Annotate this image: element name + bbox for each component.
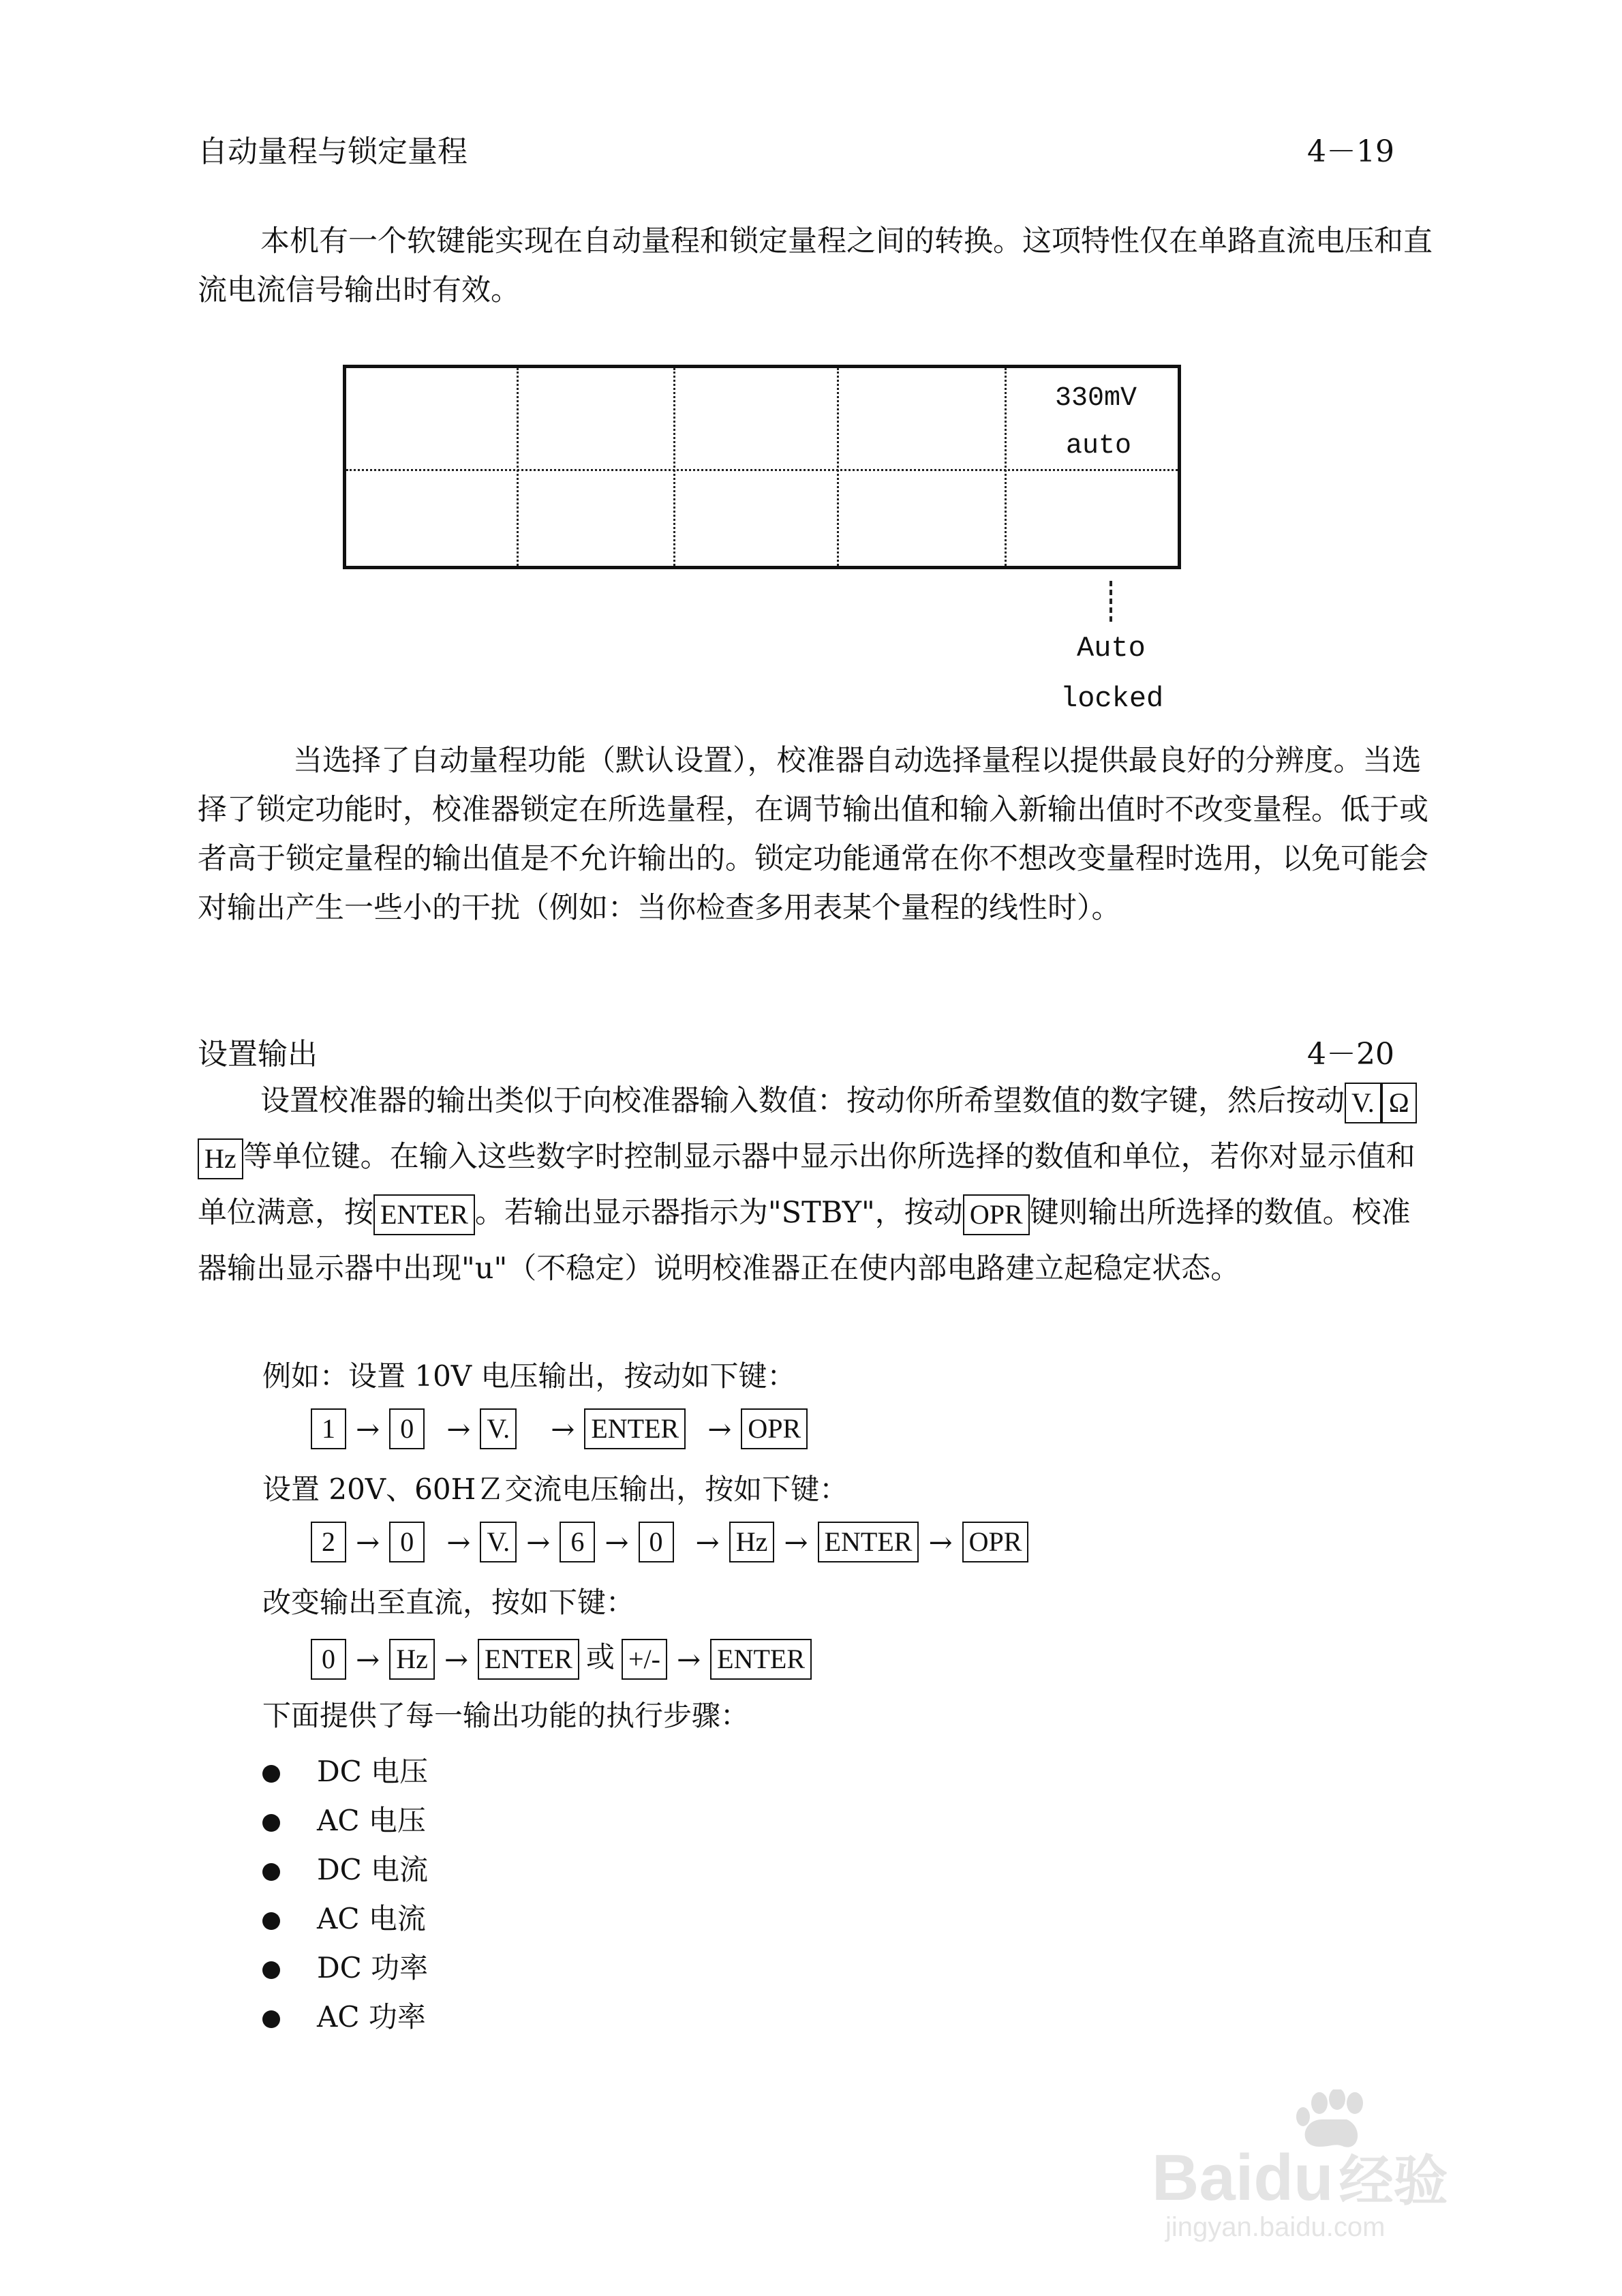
display-diagram [343,365,1181,569]
key-volts[interactable]: V. [1345,1083,1381,1123]
watermark-brand2: du [1253,2141,1334,2214]
list-item[interactable]: DC 电流 [262,1847,428,1888]
page-reference: 4－19 [1307,134,1394,169]
watermark-suffix: 经验 [1338,2151,1448,2211]
key-enter[interactable]: ENTER [373,1194,475,1235]
softkey-label-locked: locked [1060,682,1164,715]
bullet-icon [262,1863,280,1881]
key-0[interactable]: 0 [639,1522,674,1562]
section2-title: 设置输出 [198,1037,318,1072]
key-enter[interactable]: ENTER [818,1522,919,1562]
key-plus-minus[interactable]: +/- [622,1639,667,1680]
key-hertz[interactable]: Hz [729,1522,775,1562]
key-0[interactable]: 0 [389,1522,425,1562]
bullet-icon [262,1814,280,1832]
example1-label: 例如：设置 10V 电压输出，按动如下键： [262,1359,796,1393]
key-0[interactable]: 0 [311,1639,346,1680]
example2-label: 设置 20V、60HＺ交流电压输出，按如下键： [262,1472,848,1506]
pointer-line [1110,581,1112,622]
list-item[interactable]: DC 功率 [262,1946,428,1987]
key-enter[interactable]: ENTER [478,1639,579,1680]
bullet-icon [262,1912,280,1930]
example2-sequence: 2 → 0 → V. → 6 → 0 → Hz → ENTER → OPR [311,1522,1028,1562]
key-6[interactable]: 6 [560,1522,595,1562]
key-opr[interactable]: OPR [963,1194,1030,1235]
key-volts[interactable]: V. [480,1522,517,1562]
baidu-watermark [1152,2089,1533,2246]
key-opr[interactable]: OPR [741,1408,808,1449]
description-paragraph: 当选择了自动量程功能（默认设置），校准器自动选择量程以提供最良好的分辨度。当选择了锁定功能时，校准器锁定在所选量程，在调节输出值和输入新输出值时不改变量程。低于或者高于锁定量程的输出值是不允许输出的。锁定功能通常在你不想改变量程时选用，以免可能会对输出产生一些小的干扰（例如：当你检查多用表某个量程的线性时）。 [198,744,1428,925]
key-0[interactable]: 0 [389,1408,425,1449]
section-title: 自动量程与锁定量程 [198,134,468,169]
setting-output-paragraph: 设置校准器的输出类似于向校准器输入数值：按动你所希望数值的数字键，然后按动 V. ΩHz 等单位键。在输入这些数字时控制显示器中显示出你所选择的数值和单位，若你对显示值和单位满意，按 ENTER 。若输出显示器指示为"STBY"，按动 OPR 键则输出所选择的数值。校准器输出显示器中出现"u"（不稳定）说明校准器正在使内部电路建立起稳定状态。 [198,1073,1439,1297]
intro-paragraph: 本机有一个软键能实现在自动量程和锁定量程之间的转换。这项特性仅在单路直流电压和直流电流信号输出时有效。 [198,224,1433,307]
bullet-icon [262,1765,280,1783]
watermark-brand: Bai [1152,2141,1254,2214]
list-item[interactable]: AC 电压 [262,1798,426,1839]
bullet-icon [262,1961,280,1979]
softkey-label-auto: Auto [1077,632,1146,665]
display-mode: auto [1066,431,1132,462]
steps-label: 下面提供了每一输出功能的执行步骤： [262,1699,750,1732]
list-item[interactable]: AC 功率 [262,1995,426,2036]
key-1[interactable]: 1 [311,1408,346,1449]
section2-page-reference: 4－20 [1307,1037,1394,1072]
bullet-icon [262,2010,280,2028]
key-hertz[interactable]: Hz [389,1639,435,1680]
list-item[interactable]: AC 电流 [262,1897,426,1937]
watermark-url: jingyan.baidu.com [1165,2212,1386,2242]
list-item[interactable]: DC 电压 [262,1749,428,1790]
example3-sequence: 0 → Hz → ENTER 或 +/- → ENTER [311,1635,812,1680]
key-2[interactable]: 2 [311,1522,346,1562]
example3-label: 改变输出至直流，按如下键： [262,1586,635,1619]
key-ohms[interactable]: Ω [1381,1083,1417,1123]
key-enter[interactable]: ENTER [710,1639,812,1680]
key-opr[interactable]: OPR [962,1522,1029,1562]
example1-sequence: 1 → 0 → V. → ENTER → OPR [311,1408,808,1449]
key-enter[interactable]: ENTER [584,1408,686,1449]
display-range: 330mV [1055,383,1137,414]
key-hertz[interactable]: Hz [198,1138,243,1179]
key-volts[interactable]: V. [480,1408,517,1449]
or-text: 或 [585,1640,615,1674]
